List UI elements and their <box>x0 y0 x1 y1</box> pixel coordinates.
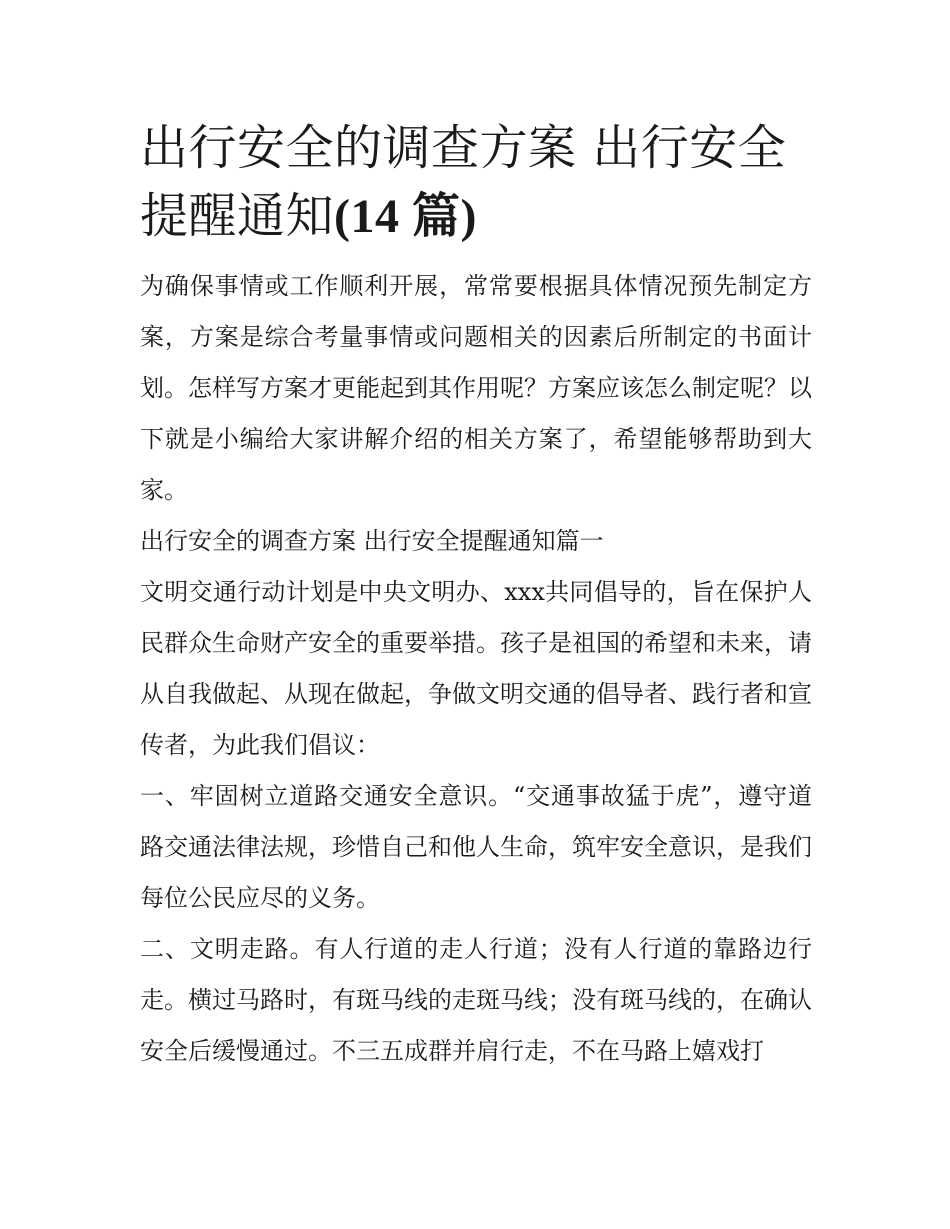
title-count: (14 篇) <box>334 190 477 243</box>
body-paragraph: 文明交通行动计划是中央文明办、xxx共同倡导的，旨在保护人民群众生命财产安全的重要举措。孩子是祖国的希望和未来，请从自我做起、从现在做起，争做文明交通的倡导者、践行者和宣传者，为此我们倡议： <box>140 578 812 759</box>
document-title <box>140 114 812 251</box>
body-paragraph: 二、文明走路。有人行道的走人行道；没有人行道的靠路边行走。横过马路时，有斑马线的走斑马线；没有斑马线的，在确认安全后缓慢通过。不三五成群并肩行走，不在马路上嬉戏打 <box>140 935 812 1065</box>
intro-paragraph: 为确保事情或工作顺利开展，常常要根据具体情况预先制定方案，方案是综合考量事情或问题相关的因素后所制定的书面计划。怎样写方案才更能起到其作用呢？方案应该怎么制定呢？以下就是小编给大家讲解介绍的相关方案了，希望能够帮助到大家。 <box>140 272 812 504</box>
body-paragraph: 一、牢固树立道路交通安全意识。“交通事故猛于虎”，遵守道路交通法律法规，珍惜自己和他人生命，筑牢安全意识，是我们每位公民应尽的义务。 <box>140 782 812 912</box>
document-body <box>140 114 812 1077</box>
title-text: 出行安全的调查方案 出行安全提醒通知 <box>140 120 787 244</box>
section-heading: 出行安全的调查方案 出行安全提醒通知篇一 <box>140 527 604 555</box>
